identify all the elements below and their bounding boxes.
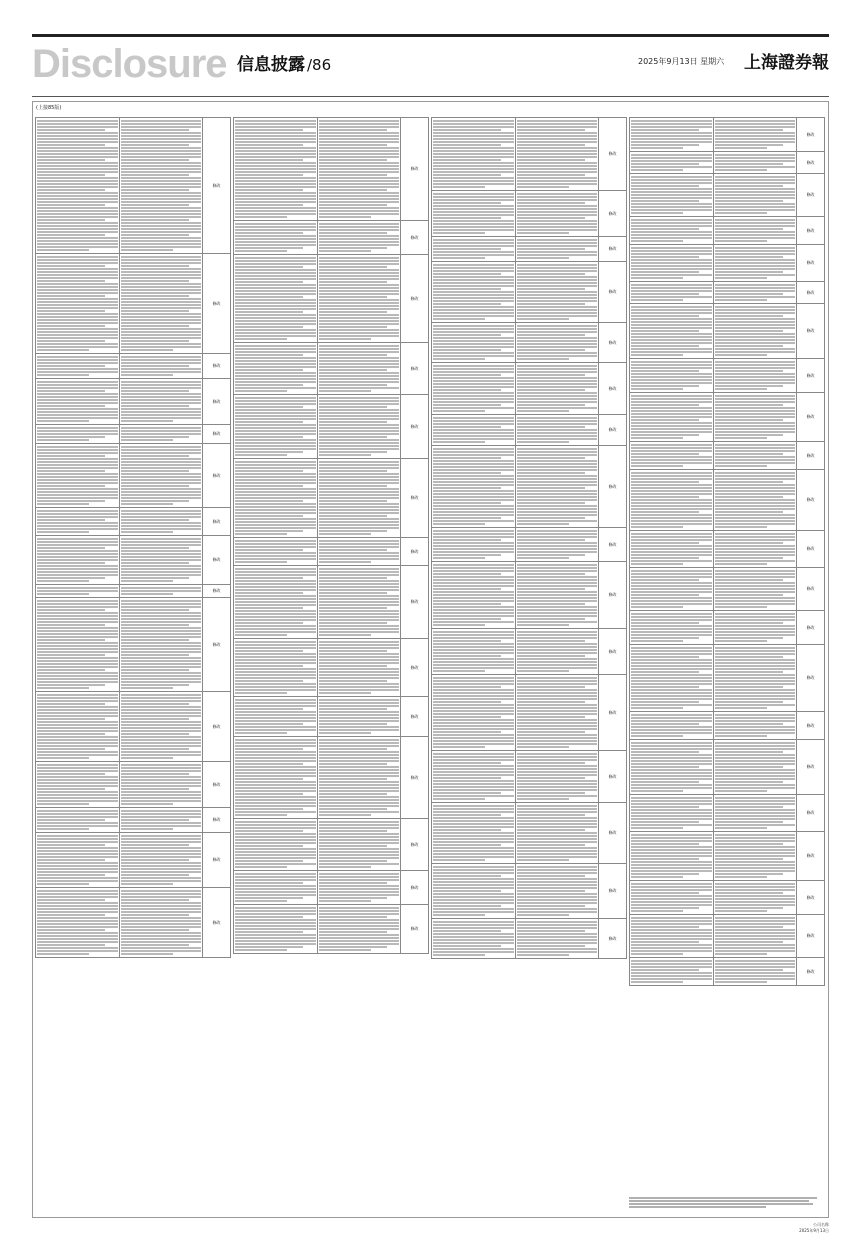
- change-status-cell: 修改: [599, 262, 627, 323]
- change-status-cell: 修改: [599, 363, 627, 415]
- imprint-line-2: 2025年9月13日: [799, 1228, 829, 1233]
- original-clause-cell: [630, 174, 714, 217]
- table-row: [432, 919, 627, 959]
- revised-clause-cell: [713, 282, 797, 304]
- revised-clause-cell: [119, 833, 203, 888]
- change-status-cell: 修改: [599, 629, 627, 675]
- table-row: [630, 531, 825, 568]
- original-clause-cell: [432, 415, 516, 446]
- revised-clause-cell: [713, 740, 797, 795]
- revised-clause-cell: [317, 118, 401, 221]
- table-row: [36, 808, 231, 833]
- original-clause-cell: [432, 751, 516, 803]
- table-row: [630, 611, 825, 645]
- change-status-cell: 修改: [797, 531, 825, 568]
- original-clause-cell: [630, 152, 714, 174]
- table-row: [630, 470, 825, 531]
- change-status-cell: 修改: [797, 359, 825, 393]
- change-status-cell: 修改: [599, 803, 627, 864]
- change-status-cell: 修改: [401, 343, 429, 395]
- revised-clause-cell: [317, 697, 401, 737]
- original-clause-cell: [234, 639, 318, 697]
- change-status-cell: 修改: [599, 191, 627, 237]
- table-row: [36, 833, 231, 888]
- change-status-cell: 修改: [797, 832, 825, 881]
- page-number: /86: [307, 56, 332, 74]
- original-clause-cell: [36, 888, 120, 958]
- change-status-cell: 修改: [797, 282, 825, 304]
- table-row: [630, 958, 825, 986]
- comparison-table-4: [629, 117, 825, 986]
- table-row: [630, 915, 825, 958]
- original-clause-cell: [234, 905, 318, 954]
- change-status-cell: 修改: [203, 692, 231, 762]
- original-clause-cell: [630, 645, 714, 712]
- table-row: [432, 803, 627, 864]
- revised-clause-cell: [713, 118, 797, 152]
- revised-clause-cell: [713, 712, 797, 740]
- column-2: [233, 117, 429, 1215]
- original-clause-cell: [432, 864, 516, 919]
- revised-clause-cell: [515, 415, 599, 446]
- table-row: [432, 629, 627, 675]
- table-row: [432, 864, 627, 919]
- original-clause-cell: [234, 459, 318, 538]
- change-status-cell: 修改: [599, 864, 627, 919]
- revised-clause-cell: [317, 819, 401, 871]
- original-clause-cell: [630, 118, 714, 152]
- revised-clause-cell: [713, 958, 797, 986]
- table-row: [630, 217, 825, 245]
- original-clause-cell: [36, 833, 120, 888]
- original-clause-cell: [630, 958, 714, 986]
- revised-clause-cell: [119, 118, 203, 254]
- table-row: [432, 237, 627, 262]
- original-clause-cell: [432, 237, 516, 262]
- original-clause-cell: [630, 568, 714, 611]
- table-row: [36, 118, 231, 254]
- revised-clause-cell: [713, 568, 797, 611]
- change-status-cell: 修改: [203, 354, 231, 379]
- change-status-cell: 修改: [797, 958, 825, 986]
- revised-clause-cell: [713, 359, 797, 393]
- table-row: [630, 152, 825, 174]
- change-status-cell: 修改: [401, 538, 429, 566]
- comparison-table-3: [431, 117, 627, 959]
- revised-clause-cell: [515, 237, 599, 262]
- table-row: [234, 905, 429, 954]
- original-clause-cell: [630, 531, 714, 568]
- change-status-cell: 修改: [203, 254, 231, 354]
- column-1: [35, 117, 231, 1215]
- column-4: [629, 117, 825, 1215]
- change-status-cell: 修改: [599, 751, 627, 803]
- original-clause-cell: [630, 915, 714, 958]
- revised-clause-cell: [713, 245, 797, 282]
- table-row: [234, 737, 429, 819]
- original-clause-cell: [234, 221, 318, 255]
- revised-clause-cell: [119, 585, 203, 598]
- table-row: [36, 508, 231, 536]
- table-row: [234, 566, 429, 639]
- section-title: [237, 50, 331, 75]
- issue-date-text: 2025年9月13日 星期六: [638, 57, 725, 66]
- revised-clause-cell: [713, 174, 797, 217]
- change-status-cell: 修改: [203, 508, 231, 536]
- change-status-cell: 修改: [401, 566, 429, 639]
- table-row: [432, 262, 627, 323]
- revised-clause-cell: [515, 675, 599, 751]
- change-status-cell: 修改: [797, 740, 825, 795]
- original-clause-cell: [432, 262, 516, 323]
- table-row: [432, 751, 627, 803]
- change-status-cell: 修改: [203, 585, 231, 598]
- table-row: [234, 538, 429, 566]
- revised-clause-cell: [713, 832, 797, 881]
- imprint-line-1: 公司名称: [813, 1222, 829, 1227]
- table-row: [234, 221, 429, 255]
- change-status-cell: 修改: [203, 833, 231, 888]
- table-row: [630, 118, 825, 152]
- change-status-cell: 修改: [797, 915, 825, 958]
- table-row: [36, 444, 231, 508]
- original-clause-cell: [630, 611, 714, 645]
- masthead-top-rule: [32, 34, 829, 37]
- table-row: [630, 568, 825, 611]
- change-status-cell: 修改: [401, 255, 429, 343]
- change-status-cell: 修改: [797, 645, 825, 712]
- original-clause-cell: [234, 737, 318, 819]
- revised-clause-cell: [515, 629, 599, 675]
- original-clause-cell: [432, 629, 516, 675]
- original-clause-cell: [432, 562, 516, 629]
- issue-date: [638, 56, 724, 67]
- change-status-cell: 修改: [599, 446, 627, 528]
- change-status-cell: 修改: [401, 118, 429, 221]
- original-clause-cell: [36, 808, 120, 833]
- table-row: [432, 363, 627, 415]
- original-clause-cell: [630, 470, 714, 531]
- original-clause-cell: [630, 881, 714, 915]
- table-row: [630, 795, 825, 832]
- original-clause-cell: [630, 712, 714, 740]
- revised-clause-cell: [515, 803, 599, 864]
- original-clause-cell: [432, 803, 516, 864]
- imprint: [799, 1222, 829, 1234]
- change-status-cell: 修改: [797, 245, 825, 282]
- table-row: [432, 415, 627, 446]
- original-clause-cell: [36, 585, 120, 598]
- revised-clause-cell: [317, 538, 401, 566]
- original-clause-cell: [36, 762, 120, 808]
- change-status-cell: 修改: [599, 415, 627, 446]
- revised-clause-cell: [515, 191, 599, 237]
- change-status-cell: 修改: [401, 905, 429, 954]
- change-status-cell: 修改: [401, 639, 429, 697]
- table-row: [234, 459, 429, 538]
- revised-clause-cell: [713, 915, 797, 958]
- table-row: [630, 442, 825, 470]
- revised-clause-cell: [515, 323, 599, 363]
- original-clause-cell: [36, 425, 120, 444]
- revised-clause-cell: [119, 762, 203, 808]
- revised-clause-cell: [119, 692, 203, 762]
- change-status-cell: 修改: [797, 217, 825, 245]
- table-row: [432, 118, 627, 191]
- original-clause-cell: [36, 354, 120, 379]
- table-row: [432, 323, 627, 363]
- original-clause-cell: [630, 795, 714, 832]
- change-status-cell: 修改: [599, 919, 627, 959]
- table-row: [234, 343, 429, 395]
- change-status-cell: 修改: [599, 562, 627, 629]
- original-clause-cell: [234, 566, 318, 639]
- change-status-cell: 修改: [797, 393, 825, 442]
- change-status-cell: 修改: [797, 304, 825, 359]
- revised-clause-cell: [515, 262, 599, 323]
- original-clause-cell: [36, 598, 120, 692]
- change-status-cell: 修改: [797, 152, 825, 174]
- original-clause-cell: [36, 536, 120, 585]
- change-status-cell: 修改: [203, 598, 231, 692]
- change-status-cell: 修改: [401, 871, 429, 905]
- change-status-cell: 修改: [797, 568, 825, 611]
- table-row: [630, 174, 825, 217]
- revised-clause-cell: [713, 881, 797, 915]
- revised-clause-cell: [119, 354, 203, 379]
- table-row: [36, 692, 231, 762]
- revised-clause-cell: [317, 871, 401, 905]
- table-row: [36, 598, 231, 692]
- change-status-cell: 修改: [599, 528, 627, 562]
- revised-clause-cell: [119, 444, 203, 508]
- change-status-cell: 修改: [203, 118, 231, 254]
- table-row: [630, 740, 825, 795]
- revised-clause-cell: [119, 379, 203, 425]
- original-clause-cell: [36, 692, 120, 762]
- change-status-cell: 修改: [203, 379, 231, 425]
- table-row: [36, 425, 231, 444]
- change-status-cell: 修改: [203, 444, 231, 508]
- original-clause-cell: [234, 697, 318, 737]
- original-clause-cell: [630, 442, 714, 470]
- change-status-cell: 修改: [203, 762, 231, 808]
- table-row: [630, 282, 825, 304]
- change-status-cell: 修改: [401, 697, 429, 737]
- change-status-cell: 修改: [599, 323, 627, 363]
- table-row: [234, 871, 429, 905]
- table-row: [630, 645, 825, 712]
- revised-clause-cell: [317, 459, 401, 538]
- table-row: [234, 697, 429, 737]
- revised-clause-cell: [713, 470, 797, 531]
- change-status-cell: 修改: [401, 395, 429, 459]
- revised-clause-cell: [317, 566, 401, 639]
- table-row: [36, 585, 231, 598]
- revised-clause-cell: [317, 255, 401, 343]
- revised-clause-cell: [317, 343, 401, 395]
- original-clause-cell: [630, 393, 714, 442]
- table-row: [234, 819, 429, 871]
- masthead: [32, 40, 829, 90]
- change-status-cell: 修改: [797, 442, 825, 470]
- change-status-cell: 修改: [599, 118, 627, 191]
- table-row: [432, 528, 627, 562]
- change-status-cell: 修改: [203, 888, 231, 958]
- original-clause-cell: [630, 304, 714, 359]
- table-row: [630, 832, 825, 881]
- revised-clause-cell: [317, 639, 401, 697]
- change-status-cell: 修改: [797, 881, 825, 915]
- original-clause-cell: [36, 444, 120, 508]
- table-row: [432, 191, 627, 237]
- masthead-brand: Disclosure: [32, 42, 227, 86]
- table-row: [36, 254, 231, 354]
- change-status-cell: 修改: [797, 611, 825, 645]
- original-clause-cell: [234, 118, 318, 221]
- table-row: [36, 762, 231, 808]
- original-clause-cell: [630, 245, 714, 282]
- original-clause-cell: [630, 282, 714, 304]
- revised-clause-cell: [515, 751, 599, 803]
- original-clause-cell: [432, 446, 516, 528]
- revised-clause-cell: [119, 598, 203, 692]
- newspaper-name: 上海證券報: [744, 53, 829, 73]
- table-row: [36, 354, 231, 379]
- change-status-cell: 修改: [401, 459, 429, 538]
- revised-clause-cell: [713, 795, 797, 832]
- revised-clause-cell: [713, 611, 797, 645]
- revised-clause-cell: [515, 562, 599, 629]
- change-status-cell: 修改: [797, 795, 825, 832]
- revised-clause-cell: [515, 446, 599, 528]
- table-row: [36, 379, 231, 425]
- footnote-block: [629, 1196, 825, 1209]
- section-title-text: 信息披露: [237, 55, 305, 75]
- original-clause-cell: [234, 871, 318, 905]
- revised-clause-cell: [317, 221, 401, 255]
- original-clause-cell: [432, 363, 516, 415]
- change-status-cell: 修改: [599, 675, 627, 751]
- revised-clause-cell: [317, 395, 401, 459]
- change-status-cell: 修改: [797, 712, 825, 740]
- change-status-cell: 修改: [797, 174, 825, 217]
- revised-clause-cell: [515, 118, 599, 191]
- revised-clause-cell: [515, 864, 599, 919]
- revised-clause-cell: [119, 254, 203, 354]
- original-clause-cell: [630, 217, 714, 245]
- table-row: [630, 712, 825, 740]
- table-row: [630, 304, 825, 359]
- column-3: [431, 117, 627, 1215]
- revised-clause-cell: [119, 536, 203, 585]
- comparison-table-1: [35, 117, 231, 958]
- revised-clause-cell: [119, 808, 203, 833]
- change-status-cell: 修改: [401, 819, 429, 871]
- original-clause-cell: [630, 359, 714, 393]
- original-clause-cell: [630, 740, 714, 795]
- original-clause-cell: [234, 538, 318, 566]
- table-row: [234, 395, 429, 459]
- revised-clause-cell: [713, 152, 797, 174]
- revised-clause-cell: [515, 528, 599, 562]
- original-clause-cell: [36, 379, 120, 425]
- masthead-bottom-rule: [32, 96, 829, 97]
- table-row: [432, 675, 627, 751]
- change-status-cell: 修改: [797, 470, 825, 531]
- original-clause-cell: [234, 343, 318, 395]
- table-row: [630, 393, 825, 442]
- original-clause-cell: [36, 118, 120, 254]
- table-row: [234, 639, 429, 697]
- comparison-table-2: [233, 117, 429, 954]
- table-row: [630, 881, 825, 915]
- table-row: [234, 255, 429, 343]
- change-status-cell: 修改: [797, 118, 825, 152]
- original-clause-cell: [234, 255, 318, 343]
- original-clause-cell: [432, 919, 516, 959]
- revised-clause-cell: [119, 508, 203, 536]
- revised-clause-cell: [317, 737, 401, 819]
- continuation-label: (上接85版): [36, 105, 62, 111]
- table-row: [234, 118, 429, 221]
- revised-clause-cell: [317, 905, 401, 954]
- change-status-cell: 修改: [203, 536, 231, 585]
- table-row: [630, 245, 825, 282]
- original-clause-cell: [432, 675, 516, 751]
- change-status-cell: 修改: [599, 237, 627, 262]
- revised-clause-cell: [713, 304, 797, 359]
- revised-clause-cell: [713, 531, 797, 568]
- change-status-cell: 修改: [203, 808, 231, 833]
- change-status-cell: 修改: [401, 737, 429, 819]
- revised-clause-cell: [119, 425, 203, 444]
- original-clause-cell: [36, 254, 120, 354]
- original-clause-cell: [432, 191, 516, 237]
- original-clause-cell: [36, 508, 120, 536]
- original-clause-cell: [432, 528, 516, 562]
- table-row: [36, 536, 231, 585]
- revised-clause-cell: [515, 919, 599, 959]
- revised-clause-cell: [119, 888, 203, 958]
- original-clause-cell: [432, 118, 516, 191]
- revised-clause-cell: [713, 393, 797, 442]
- revised-clause-cell: [713, 442, 797, 470]
- table-row: [36, 888, 231, 958]
- table-row: [630, 359, 825, 393]
- change-status-cell: 修改: [401, 221, 429, 255]
- revised-clause-cell: [515, 363, 599, 415]
- revised-clause-cell: [713, 645, 797, 712]
- original-clause-cell: [432, 323, 516, 363]
- revised-clause-cell: [713, 217, 797, 245]
- table-row: [432, 562, 627, 629]
- original-clause-cell: [630, 832, 714, 881]
- table-row: [432, 446, 627, 528]
- original-clause-cell: [234, 819, 318, 871]
- change-status-cell: 修改: [203, 425, 231, 444]
- original-clause-cell: [234, 395, 318, 459]
